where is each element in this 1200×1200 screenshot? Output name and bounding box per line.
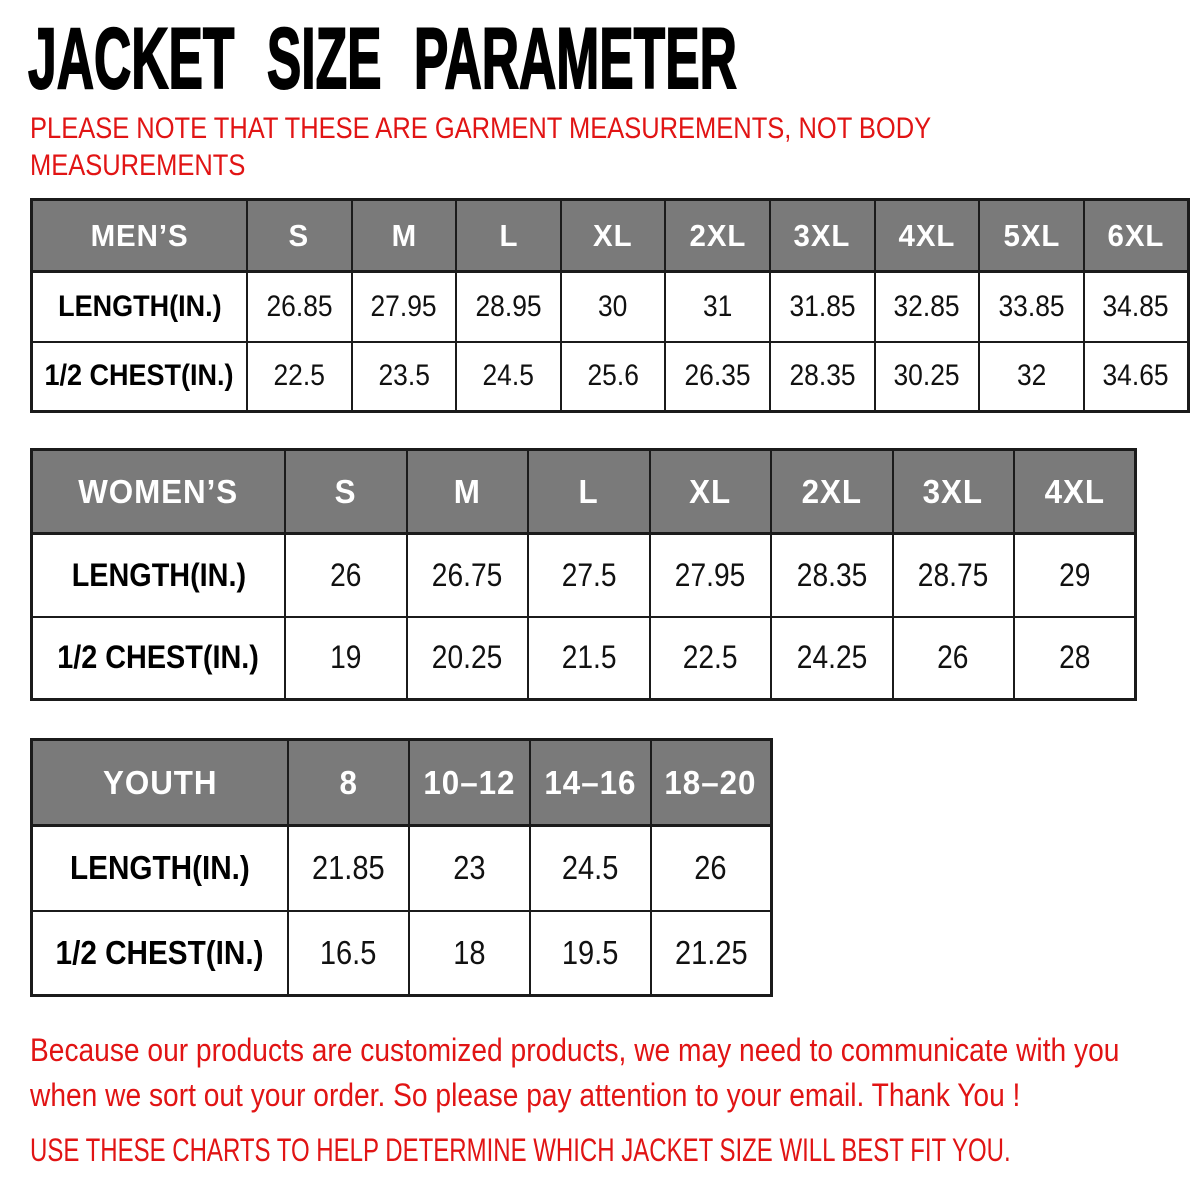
measurement-cell xyxy=(530,911,651,996)
measurement-value: 28 xyxy=(1058,639,1091,676)
measurement-value: 21.85 xyxy=(312,849,385,887)
measurement-cell xyxy=(528,617,650,700)
measurement-cell xyxy=(1014,534,1136,617)
measurement-cell xyxy=(288,911,409,996)
measurement-cell xyxy=(875,342,980,412)
womens-size-header-cell xyxy=(650,450,772,534)
womens-table-section xyxy=(30,448,1137,701)
measurement-cell xyxy=(771,617,893,700)
header-label: MEN’S xyxy=(90,217,189,253)
measurement-value: 27.95 xyxy=(675,556,746,593)
header-label: 4XL xyxy=(1044,472,1105,510)
subtitle-line-1: PLEASE NOTE THAT THESE ARE GARMENT MEASUREMENTS, NOT BODY xyxy=(30,112,932,145)
measurement-cell xyxy=(528,534,650,617)
measurement-cell xyxy=(352,272,457,342)
womens-size-header-cell xyxy=(771,450,893,534)
measurement-cell xyxy=(651,911,772,996)
measurement-cell xyxy=(407,534,529,617)
measurement-value: 20.25 xyxy=(432,639,503,676)
header-label: S xyxy=(288,217,310,253)
measurement-cell xyxy=(979,342,1084,412)
measurement-cell xyxy=(650,534,772,617)
row-label: LENGTH(IN.) xyxy=(57,289,222,323)
measurement-cell xyxy=(893,534,1015,617)
row-label-cell xyxy=(32,911,289,996)
measurement-cell xyxy=(352,342,457,412)
header-label: 4XL xyxy=(898,217,956,253)
usage-note: USE THESE CHARTS TO HELP DETERMINE WHICH JACKET SIZE WILL BEST FIT YOU. xyxy=(30,1132,1011,1168)
header-label: XL xyxy=(593,217,633,253)
measurement-value: 26 xyxy=(937,639,969,676)
header-label: 8 xyxy=(339,763,358,801)
measurement-value: 27.5 xyxy=(561,556,617,593)
mens-data-row xyxy=(32,272,1189,342)
youth-size-header-cell xyxy=(288,740,409,826)
mens-size-header-cell xyxy=(770,200,875,272)
measurement-cell xyxy=(409,826,530,911)
customization-note xyxy=(30,1028,1119,1118)
measurement-cell xyxy=(561,342,666,412)
measurement-cell xyxy=(1084,342,1189,412)
womens-size-header-cell xyxy=(285,450,407,534)
row-label: LENGTH(IN.) xyxy=(71,556,246,593)
mens-size-header-cell xyxy=(875,200,980,272)
measurement-cell xyxy=(650,617,772,700)
measurement-value: 26 xyxy=(330,556,362,593)
customization-note-line-2: when we sort out your order. So please pay attention to your email. Thank You ! xyxy=(30,1077,1021,1113)
measurement-cell xyxy=(456,272,561,342)
youth-table-section xyxy=(30,738,773,997)
measurement-value: 34.65 xyxy=(1102,359,1169,393)
measurement-cell xyxy=(561,272,666,342)
measurement-cell xyxy=(665,342,770,412)
measurement-value: 21.5 xyxy=(561,639,617,676)
measurement-value: 23.5 xyxy=(378,359,430,393)
measurement-value: 19.5 xyxy=(561,933,619,971)
womens-size-table xyxy=(30,448,1137,701)
measurement-value: 19 xyxy=(330,639,362,676)
measurement-value: 22.5 xyxy=(273,359,325,393)
measurement-cell xyxy=(1014,617,1136,700)
header-label: YOUTH xyxy=(102,763,218,801)
mens-size-table xyxy=(30,198,1190,413)
youth-size-table xyxy=(30,738,773,997)
measurement-cell xyxy=(893,617,1015,700)
measurement-cell xyxy=(247,272,352,342)
header-label: 2XL xyxy=(801,472,862,510)
womens-size-header-cell xyxy=(407,450,529,534)
measurement-value: 24.5 xyxy=(561,849,619,887)
row-label: 1/2 CHEST(IN.) xyxy=(57,639,260,676)
customization-note-line-1: Because our products are customized products, we may need to communicate with you xyxy=(30,1032,1120,1068)
measurement-cell xyxy=(456,342,561,412)
measurement-value: 16.5 xyxy=(320,933,377,971)
header-label: 5XL xyxy=(1003,217,1061,253)
measurement-cell xyxy=(651,826,772,911)
header-label: M xyxy=(453,472,481,510)
measurement-cell xyxy=(665,272,770,342)
header-label: 18–20 xyxy=(664,763,757,801)
womens-size-header-cell xyxy=(893,450,1015,534)
mens-size-header-cell xyxy=(1084,200,1189,272)
measurement-value: 33.85 xyxy=(998,289,1065,323)
measurement-value: 26.85 xyxy=(266,289,333,323)
row-label-cell xyxy=(32,342,248,412)
measurement-value: 26 xyxy=(694,849,727,887)
measurement-value: 28.35 xyxy=(796,556,867,593)
measurement-value: 28.95 xyxy=(475,289,542,323)
row-label-cell xyxy=(32,617,286,700)
measurement-value: 29 xyxy=(1058,556,1091,593)
measurement-cell xyxy=(771,534,893,617)
measurement-cell xyxy=(770,272,875,342)
mens-size-header-cell xyxy=(456,200,561,272)
header-label: WOMEN’S xyxy=(78,472,239,510)
mens-size-header-cell xyxy=(665,200,770,272)
mens-table-title-cell xyxy=(32,200,248,272)
row-label-cell xyxy=(32,534,286,617)
mens-size-header-cell xyxy=(247,200,352,272)
measurement-value: 22.5 xyxy=(682,639,738,676)
measurement-value: 18 xyxy=(453,933,486,971)
measurement-value: 26.35 xyxy=(684,359,751,393)
row-label: 1/2 CHEST(IN.) xyxy=(56,933,264,971)
youth-header-row xyxy=(32,740,772,826)
measurement-value: 32.85 xyxy=(893,289,960,323)
row-label: LENGTH(IN.) xyxy=(70,849,250,887)
measurement-value: 31 xyxy=(703,289,733,323)
measurement-value: 31.85 xyxy=(789,289,856,323)
measurement-cell xyxy=(875,272,980,342)
womens-size-header-cell xyxy=(1014,450,1136,534)
header-label: 14–16 xyxy=(544,763,637,801)
measurement-value: 34.85 xyxy=(1102,289,1169,323)
measurement-cell xyxy=(1084,272,1189,342)
measurement-value: 30.25 xyxy=(893,359,960,393)
header-label: XL xyxy=(689,472,732,510)
womens-size-header-cell xyxy=(528,450,650,534)
measurement-value: 24.25 xyxy=(796,639,867,676)
womens-data-row xyxy=(32,534,1136,617)
mens-size-header-cell xyxy=(561,200,666,272)
measurement-cell xyxy=(979,272,1084,342)
measurement-value: 28.75 xyxy=(918,556,989,593)
womens-data-row xyxy=(32,617,1136,700)
header-label: M xyxy=(391,217,417,253)
header-label: 2XL xyxy=(689,217,747,253)
mens-header-row xyxy=(32,200,1189,272)
youth-size-header-cell xyxy=(530,740,651,826)
measurement-value: 30 xyxy=(598,289,628,323)
measurement-cell xyxy=(530,826,651,911)
header-label: S xyxy=(334,472,357,510)
measurement-cell xyxy=(285,617,407,700)
measurement-value: 32 xyxy=(1016,359,1047,393)
measurement-value: 27.95 xyxy=(370,289,437,323)
measurement-value: 24.5 xyxy=(482,359,535,393)
youth-size-header-cell xyxy=(651,740,772,826)
measurement-cell xyxy=(409,911,530,996)
measurement-value: 21.25 xyxy=(674,933,748,971)
row-label-cell xyxy=(32,272,248,342)
mens-size-header-cell xyxy=(352,200,457,272)
page-subtitle xyxy=(30,110,931,184)
measurement-value: 28.35 xyxy=(789,359,856,393)
measurement-cell xyxy=(288,826,409,911)
mens-size-header-cell xyxy=(979,200,1084,272)
youth-table-title-cell xyxy=(32,740,289,826)
measurement-value: 23 xyxy=(453,849,486,887)
header-label: 3XL xyxy=(923,472,984,510)
row-label-cell xyxy=(32,826,289,911)
subtitle-line-2: MEASUREMENTS xyxy=(30,149,246,182)
page-title: JACKET SIZE PARAMETER xyxy=(28,11,737,107)
youth-data-row xyxy=(32,911,772,996)
measurement-cell xyxy=(407,617,529,700)
measurement-cell xyxy=(247,342,352,412)
youth-size-header-cell xyxy=(409,740,530,826)
measurement-cell xyxy=(770,342,875,412)
header-label: 6XL xyxy=(1107,217,1165,253)
header-label: 3XL xyxy=(793,217,851,253)
measurement-value: 26.75 xyxy=(432,556,503,593)
mens-table-section xyxy=(30,198,1190,413)
measurement-value: 25.6 xyxy=(587,359,639,393)
womens-table-title-cell xyxy=(32,450,286,534)
measurement-cell xyxy=(285,534,407,617)
youth-data-row xyxy=(32,826,772,911)
womens-header-row xyxy=(32,450,1136,534)
header-label: 10–12 xyxy=(423,763,516,801)
header-label: L xyxy=(499,217,518,253)
mens-data-row xyxy=(32,342,1189,412)
header-label: L xyxy=(578,472,599,510)
row-label: 1/2 CHEST(IN.) xyxy=(44,359,235,393)
